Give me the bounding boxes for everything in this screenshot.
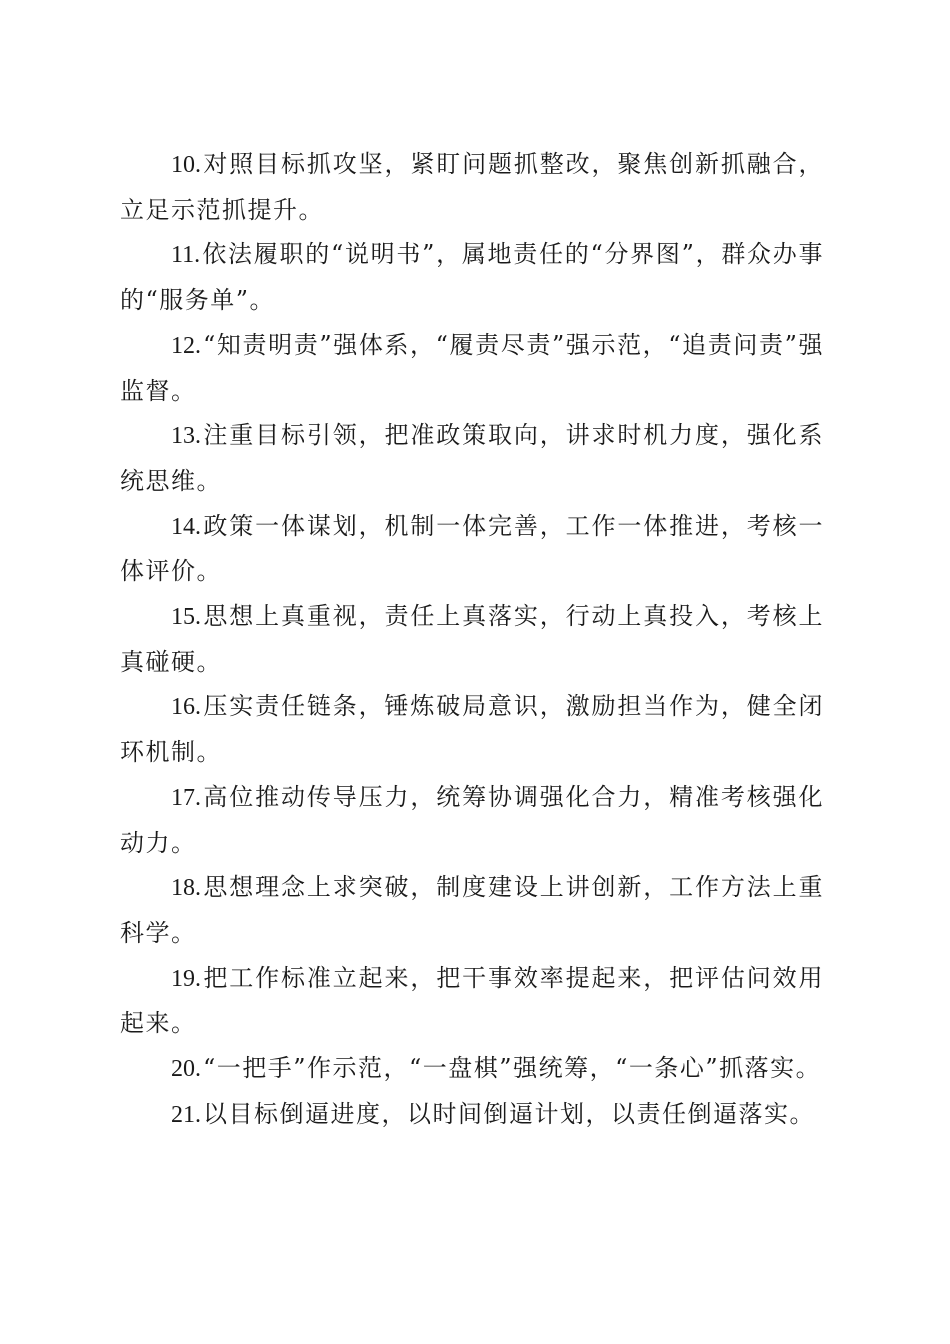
item-text: 注重目标引领，把准政策取向，讲求时机力度，强化系统思维。 xyxy=(120,421,824,495)
list-item xyxy=(120,413,824,503)
item-text: 对照目标抓攻坚，紧盯问题抓整改，聚焦创新抓融合，立足示范抓提升。 xyxy=(120,150,824,224)
item-number: 21. xyxy=(171,1101,201,1128)
list-item xyxy=(120,142,824,232)
list-item xyxy=(120,684,824,774)
list-item xyxy=(120,1046,824,1092)
item-number: 11. xyxy=(171,242,201,269)
item-number: 14. xyxy=(171,513,201,540)
item-text: 高位推动传导压力，统筹协调强化合力，精准考核强化动力。 xyxy=(120,782,824,857)
document-body xyxy=(120,142,824,1137)
item-number: 18. xyxy=(171,875,201,902)
item-number: 15. xyxy=(171,604,201,631)
item-number: 19. xyxy=(171,965,201,992)
list-item xyxy=(120,956,824,1046)
list-item xyxy=(120,323,824,413)
item-number: 20. xyxy=(171,1056,201,1083)
list-item xyxy=(120,504,824,594)
item-text: 把工作标准立起来，把干事效率提起来，把评估问效用起来。 xyxy=(120,963,824,1038)
list-item xyxy=(120,594,824,684)
item-text: “知责明责”强体系，“履责尽责”强示范，“追责问责”强监督。 xyxy=(120,330,824,405)
item-number: 13. xyxy=(171,423,201,450)
item-text: 思想上真重视，责任上真落实，行动上真投入，考核上真碰硬。 xyxy=(120,602,824,676)
item-text: “一把手”作示范，“一盘棋”强统筹，“一条心”抓落实。 xyxy=(203,1054,822,1083)
item-number: 12. xyxy=(171,332,201,359)
item-text: 依法履职的“说明书”，属地责任的“分界图”，群众办事的“服务单”。 xyxy=(120,240,824,315)
item-text: 政策一体谋划，机制一体完善，工作一体推进，考核一体评价。 xyxy=(120,511,824,586)
list-item xyxy=(120,232,824,322)
list-item xyxy=(120,775,824,865)
item-text: 压实责任链条，锤炼破局意识，激励担当作为，健全闭环机制。 xyxy=(120,692,824,767)
item-number: 10. xyxy=(171,152,201,178)
item-number: 17. xyxy=(171,784,201,811)
list-item xyxy=(120,865,824,955)
item-text: 以目标倒逼进度，以时间倒逼计划，以责任倒逼落实。 xyxy=(203,1099,815,1128)
item-text: 思想理念上求突破，制度建设上讲创新，工作方法上重科学。 xyxy=(120,873,824,947)
item-number: 16. xyxy=(171,694,201,721)
list-item xyxy=(120,1092,824,1138)
